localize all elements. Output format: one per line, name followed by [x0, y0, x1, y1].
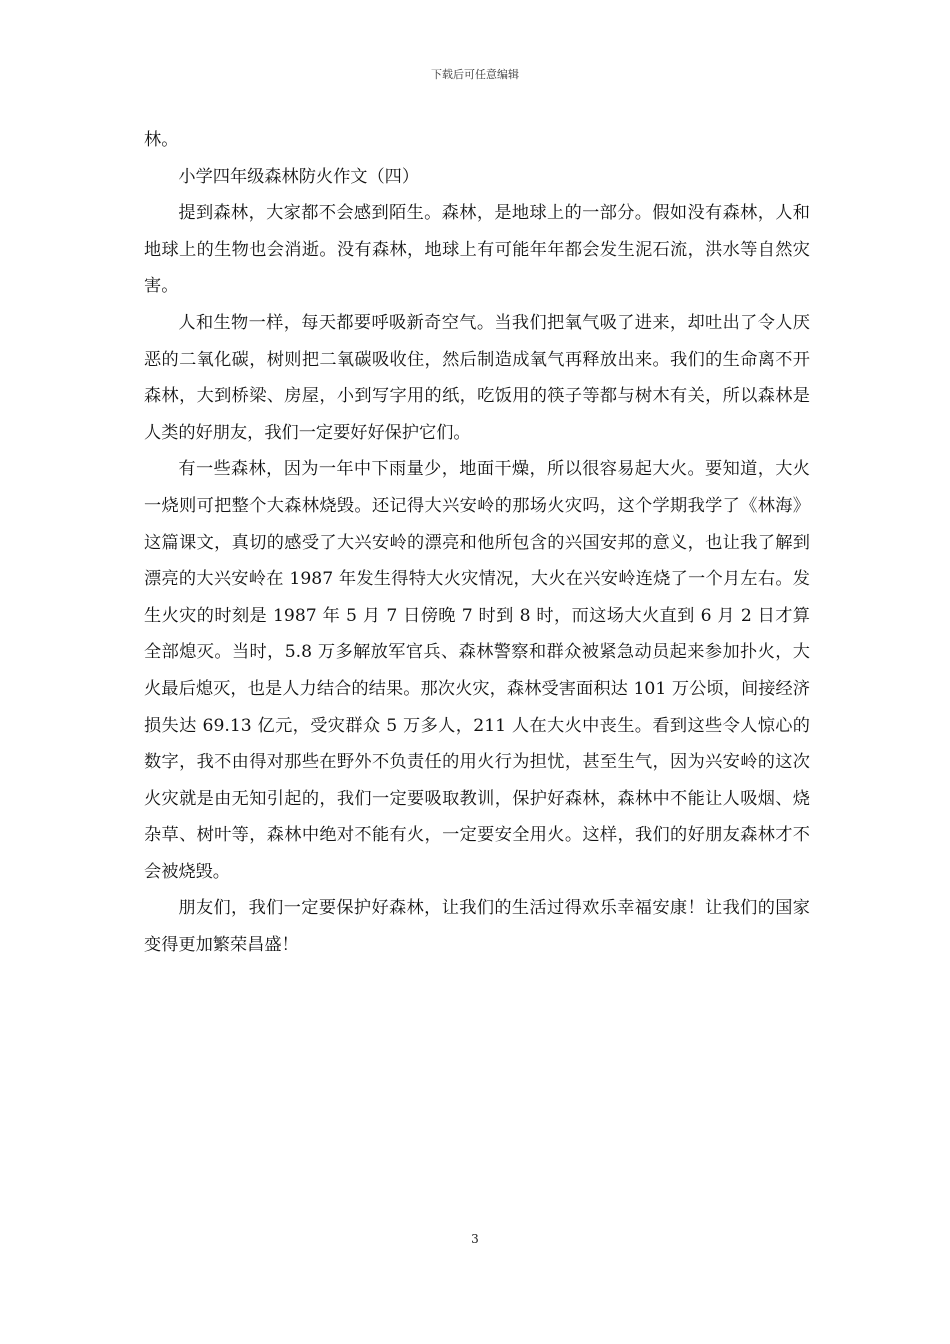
- page-number: 3: [471, 1232, 479, 1246]
- paragraph: 朋友们，我们一定要保护好森林，让我们的生活过得欢乐幸福安康！让我们的国家变得更加繁荣昌盛！: [144, 898, 810, 956]
- paragraph: 人和生物一样，每天都要呼吸新奇空气。当我们把氧气吸了进来，却吐出了令人厌恶的二氧化碳，树则把二氧碳吸收住，然后制造成氧气再释放出来。我们的生命离不开森林，大到桥梁、房屋，小到写字用的纸，吃饭用的筷子等都与树木有关，所以森林是人类的好朋友，我们一定要好好保护它们。: [144, 312, 810, 443]
- section-title: 小学四年级森林防火作文（四）: [178, 166, 420, 187]
- document-body: [144, 122, 810, 964]
- continued-paragraph: 林。: [144, 130, 179, 150]
- paragraph: 提到森林，大家都不会感到陌生。森林，是地球上的一部分。假如没有森林，人和地球上的生物也会消逝。没有森林，地球上有可能年年都会发生泥石流，洪水等自然灾害。: [144, 203, 810, 297]
- page-header: 下载后可任意编辑: [431, 68, 519, 81]
- paragraph: 有一些森林，因为一年中下雨量少，地面干燥，所以很容易起大火。要知道，大火一烧则可把整个大森林烧毁。还记得大兴安岭的那场火灾吗，这个学期我学了《林海》这篇课文，真切的感受了大兴安岭的漂亮和他所包含的兴国安邦的意义，也让我了解到漂亮的大兴安岭在 1987 年发生得特大火灾情况，大火在兴安岭连烧了一个月左右。发生火灾的时刻是 1987 年 5 月 7 日傍晚 7 时到 8 时，而这场大火直到 6 月 2 日才算全部熄灭。当时，5.8 万多解放军官兵、森林警察和群众被紧急动员起来参加扑火，大火最后熄灭，也是人力结合的结果。那次火灾，森林受害面积达 101 万公顷，间接经济损失达 69.13 亿元，受灾群众 5 万多人，211 人在大火中丧生。看到这些令人惊心的数字，我不由得对那些在野外不负责任的用火行为担忧，甚至生气，因为兴安岭的这次火灾就是由无知引起的，我们一定要吸取教训，保护好森林，森林中不能让人吸烟、烧杂草、树叶等，森林中绝对不能有火，一定要安全用火。这样，我们的好朋友森林才不会被烧毁。: [144, 459, 810, 882]
